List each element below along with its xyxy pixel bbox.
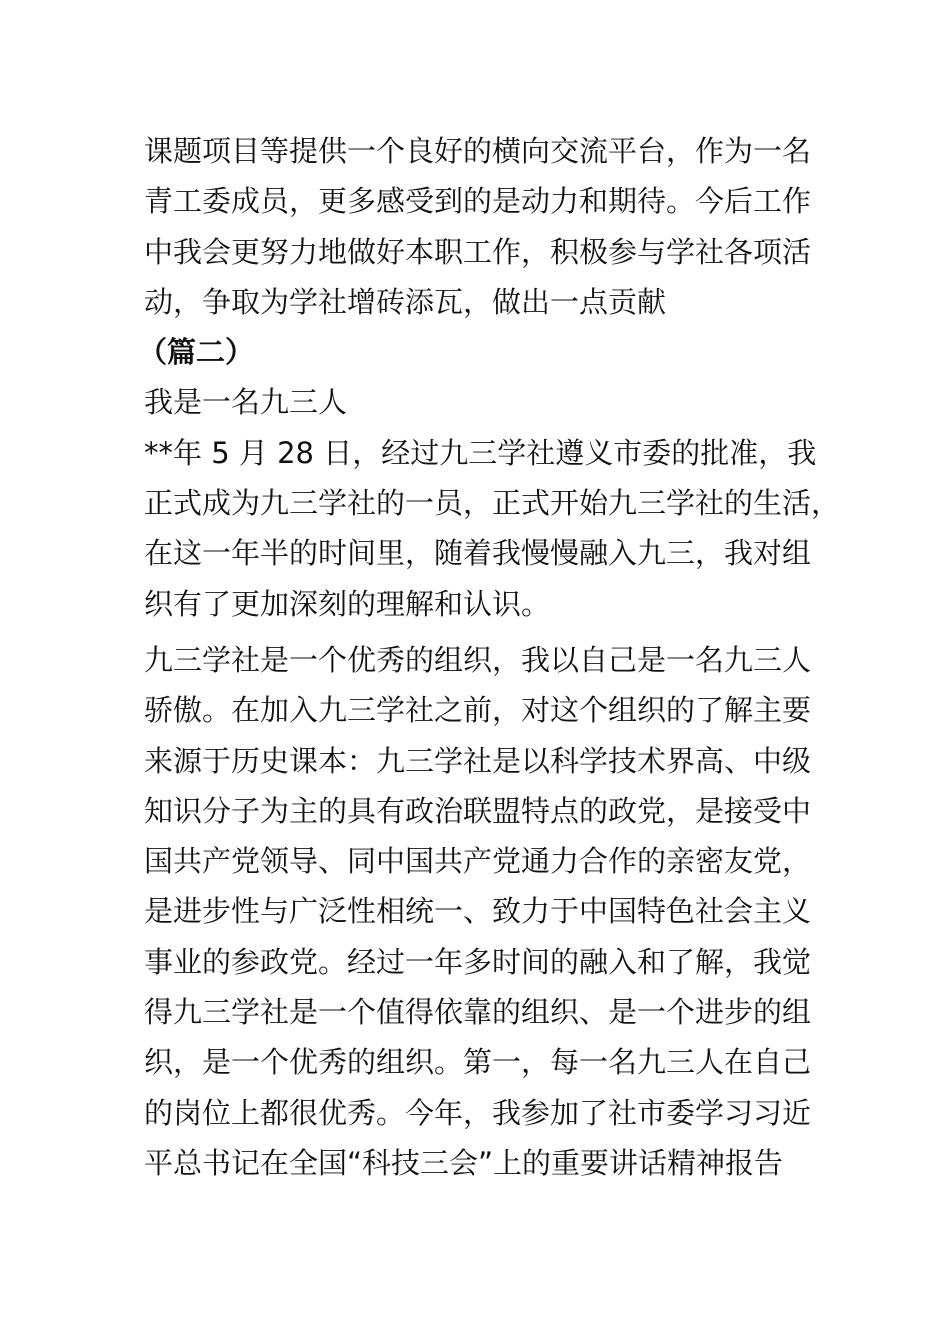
- text-line: 正式成为九三学社的一员，正式开始九三学社的生活，: [144, 486, 841, 521]
- document-body: [138, 126, 841, 1188]
- text-line: 骄傲。在加入九三学社之前，对这个组织的了解主要: [144, 693, 812, 728]
- text-line: 平总书记在全国“科技三会”上的重要讲话精神报告: [144, 1145, 784, 1180]
- text-line: 的岗位上都很优秀。今年，我参加了社市委学习习近: [144, 1095, 812, 1130]
- text-line: 动，争取为学社增砖添瓦，做出一点贡献: [144, 284, 667, 319]
- article-title: 我是一名九三人: [144, 385, 348, 420]
- section-heading: （篇二）: [138, 335, 255, 370]
- paragraph-body: [144, 635, 824, 1188]
- text-line: 是进步性与广泛性相统一、致力于中国特色社会主义: [144, 894, 812, 929]
- paragraph-intro: [144, 428, 841, 629]
- text-line: 得九三学社是一个值得依靠的组织、是一个进步的组: [144, 995, 812, 1030]
- text-line: 中我会更努力地做好本职工作，积极参与学社各项活: [144, 234, 812, 269]
- text-line: 国共产党领导、同中国共产党通力合作的亲密友党，: [144, 844, 812, 879]
- text-line: **年 5 月 28 日，经过九三学社遵义市委的批准，我: [144, 435, 817, 470]
- text-line: 九三学社是一个优秀的组织，我以自己是一名九三人: [144, 642, 812, 677]
- text-line: 课题项目等提供一个良好的横向交流平台，作为一名: [144, 134, 812, 168]
- text-line: 来源于历史课本：九三学社是以科学技术界高、中级: [144, 743, 812, 778]
- paragraph-continuation: [144, 126, 824, 327]
- text-line: 知识分子为主的具有政治联盟特点的政党，是接受中: [144, 793, 812, 828]
- text-line: 织，是一个优秀的组织。第一，每一名九三人在自己: [144, 1045, 812, 1080]
- text-line: 事业的参政党。经过一年多时间的融入和了解，我觉: [144, 944, 812, 979]
- text-line: 织有了更加深刻的理解和认识。: [144, 586, 551, 621]
- text-line: 在这一年半的时间里，随着我慢慢融入九三，我对组: [144, 536, 812, 571]
- text-line: 青工委成员，更多感受到的是动力和期待。今后工作: [144, 184, 812, 219]
